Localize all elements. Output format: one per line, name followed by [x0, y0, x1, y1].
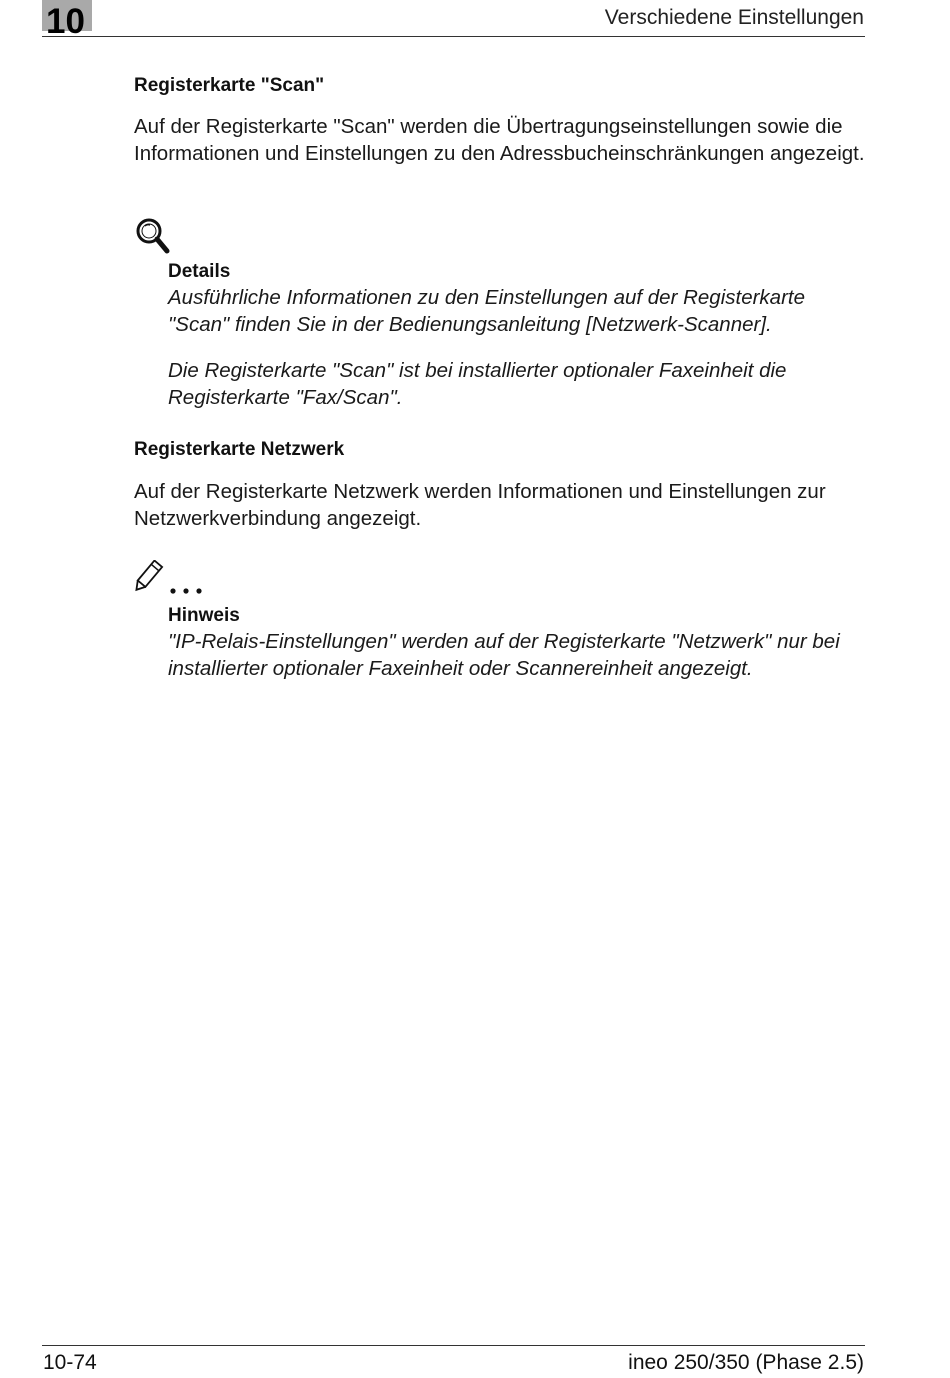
note-text: "IP-Relais-Einstellungen" werden auf der Registerkarte "Netzwerk" nur bei installierter optionaler Faxeinheit oder Scannereinheit angezeigt. — [168, 630, 840, 680]
header-divider — [42, 36, 865, 37]
chapter-number: 10 — [46, 2, 85, 41]
page-number: 10-74 — [43, 1351, 97, 1374]
running-header-title: Verschiedene Einstellungen — [604, 6, 864, 29]
section-body-network: Auf der Registerkarte Netzwerk werden Informationen und Einstellungen zur Netzwerkverbindung angezeigt. — [134, 480, 826, 530]
pencil-note-icon — [134, 560, 206, 596]
section-body-scan: Auf der Registerkarte "Scan" werden die Übertragungseinstellungen sowie die Informationen und Einstellungen zu den Adressbucheinschränkungen angezeigt. — [134, 115, 865, 165]
section-heading-network: Registerkarte Netzwerk — [134, 439, 345, 460]
details-text-fax: Die Registerkarte "Scan" ist bei installierter optionaler Faxeinheit die Registerkarte "Fax/Scan". — [168, 359, 787, 409]
section-heading-scan: Registerkarte "Scan" — [134, 75, 325, 96]
footer-divider — [42, 1345, 865, 1346]
details-title: Details — [168, 261, 231, 282]
product-name: ineo 250/350 (Phase 2.5) — [628, 1351, 864, 1374]
note-title: Hinweis — [168, 605, 240, 626]
details-text: Ausführliche Informationen zu den Einstellungen auf der Registerkarte "Scan" finden Sie in der Bedienungsanleitung [Netzwerk-Scanner]. — [168, 286, 806, 336]
magnifier-icon — [134, 216, 172, 256]
